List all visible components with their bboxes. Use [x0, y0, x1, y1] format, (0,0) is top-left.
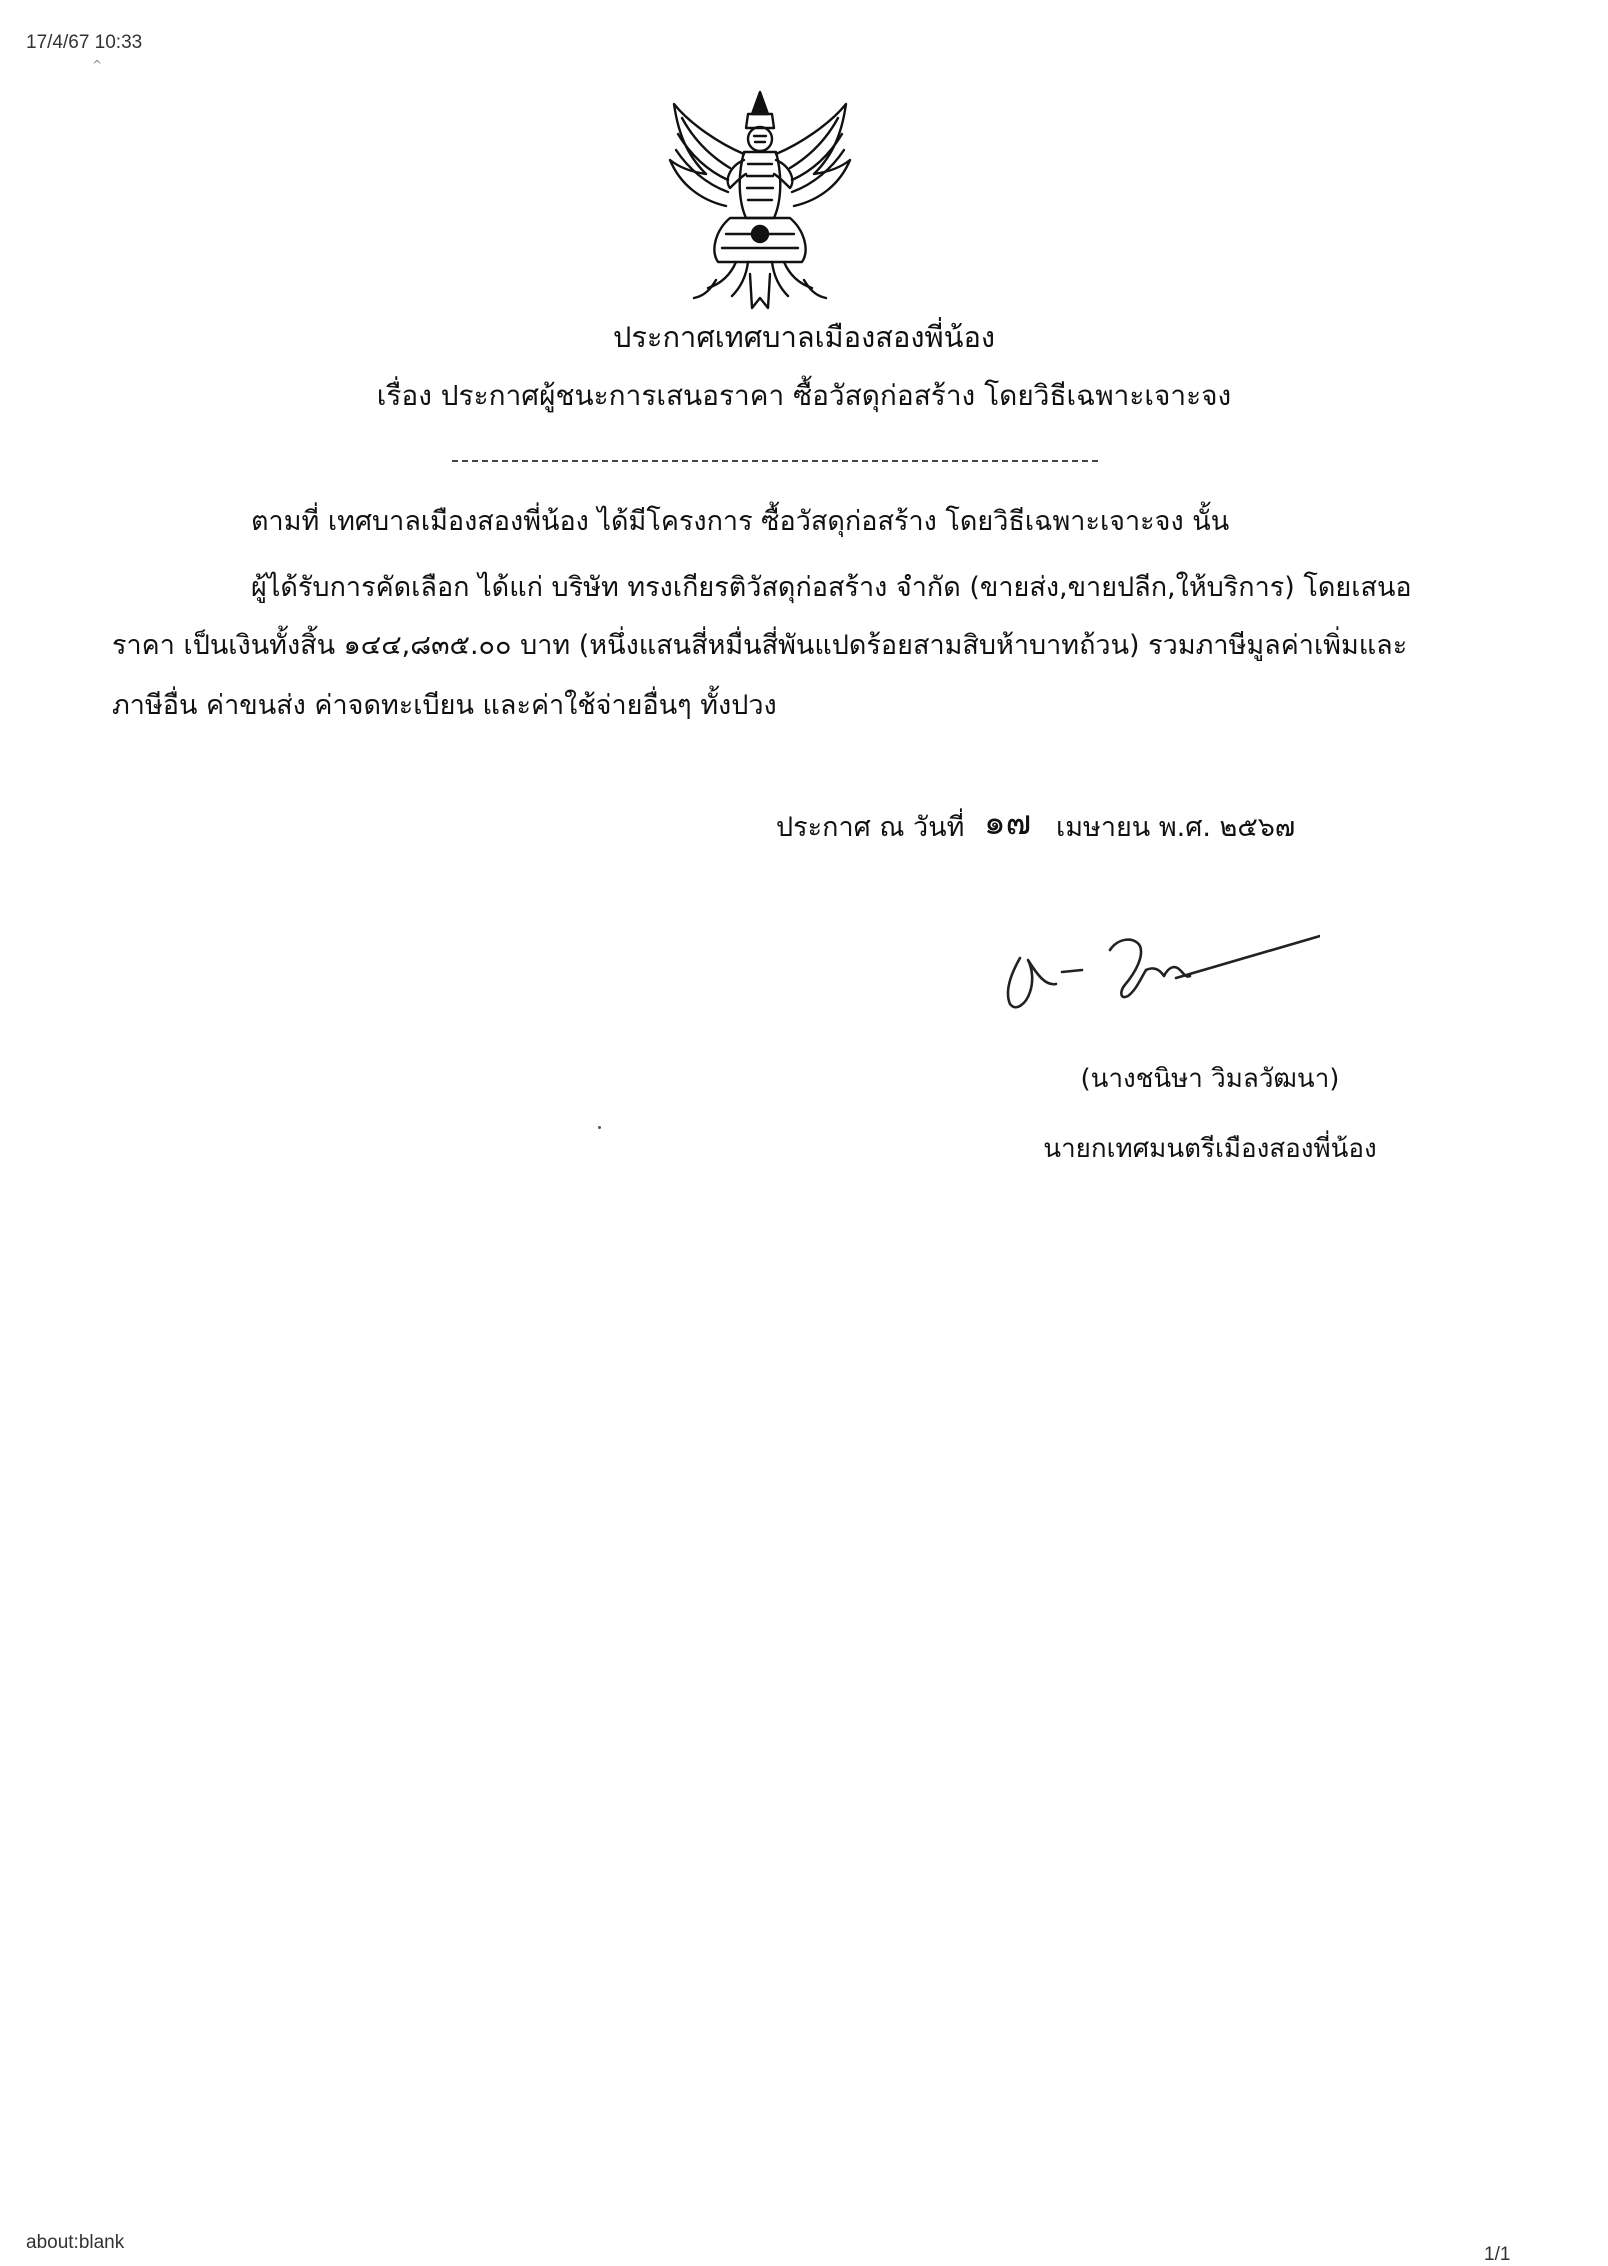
document-subject: เรื่อง ประกาศผู้ชนะการเสนอราคา ซื้อวัสดุก่อสร้าง โดยวิธีเฉพาะเจาะจง	[376, 379, 1232, 412]
announcement-date-day: ๑๗	[984, 803, 1032, 843]
caret-mark-icon: ^	[92, 58, 103, 72]
scan-speck	[598, 1126, 601, 1129]
announcement-date-month-year: เมษายน พ.ศ. ๒๕๖๗	[1056, 812, 1296, 843]
garuda-emblem-icon	[660, 84, 860, 314]
print-timestamp: 17/4/67 10:33	[26, 32, 143, 53]
body-line: ราคา เป็นเงินทั้งสิ้น ๑๔๔,๘๓๕.๐๐ บาท (หนึ่งแสนสี่หมื่นสี่พันแปดร้อยสามสิบห้าบาทถ้วน) รวมภาษีมูลค่าเพิ่มและ	[112, 630, 1408, 661]
print-url: about:blank	[26, 2232, 125, 2253]
handwritten-signature	[990, 920, 1320, 1020]
signer-position: นายกเทศมนตรีเมืองสองพี่น้อง	[1043, 1134, 1377, 1164]
body-line: ภาษีอื่น ค่าขนส่ง ค่าจดทะเบียน และค่าใช้จ่ายอื่นๆ ทั้งปวง	[112, 690, 777, 721]
dashed-divider	[452, 460, 1098, 462]
body-line: ผู้ได้รับการคัดเลือก ได้แก่ บริษัท ทรงเกียรติวัสดุก่อสร้าง จำกัด (ขายส่ง,ขายปลีก,ให้บริการ) โดยเสนอ	[251, 572, 1412, 603]
signer-name: (นางชนิษา วิมลวัฒนา)	[1080, 1064, 1340, 1094]
page-count: 1/1	[1484, 2244, 1511, 2265]
document-title: ประกาศเทศบาลเมืองสองพี่น้อง	[612, 320, 996, 354]
announcement-date-prefix: ประกาศ ณ วันที่	[776, 812, 965, 843]
body-line: ตามที่ เทศบาลเมืองสองพี่น้อง ได้มีโครงการ ซื้อวัสดุก่อสร้าง โดยวิธีเฉพาะเจาะจง นั้น	[251, 506, 1230, 537]
